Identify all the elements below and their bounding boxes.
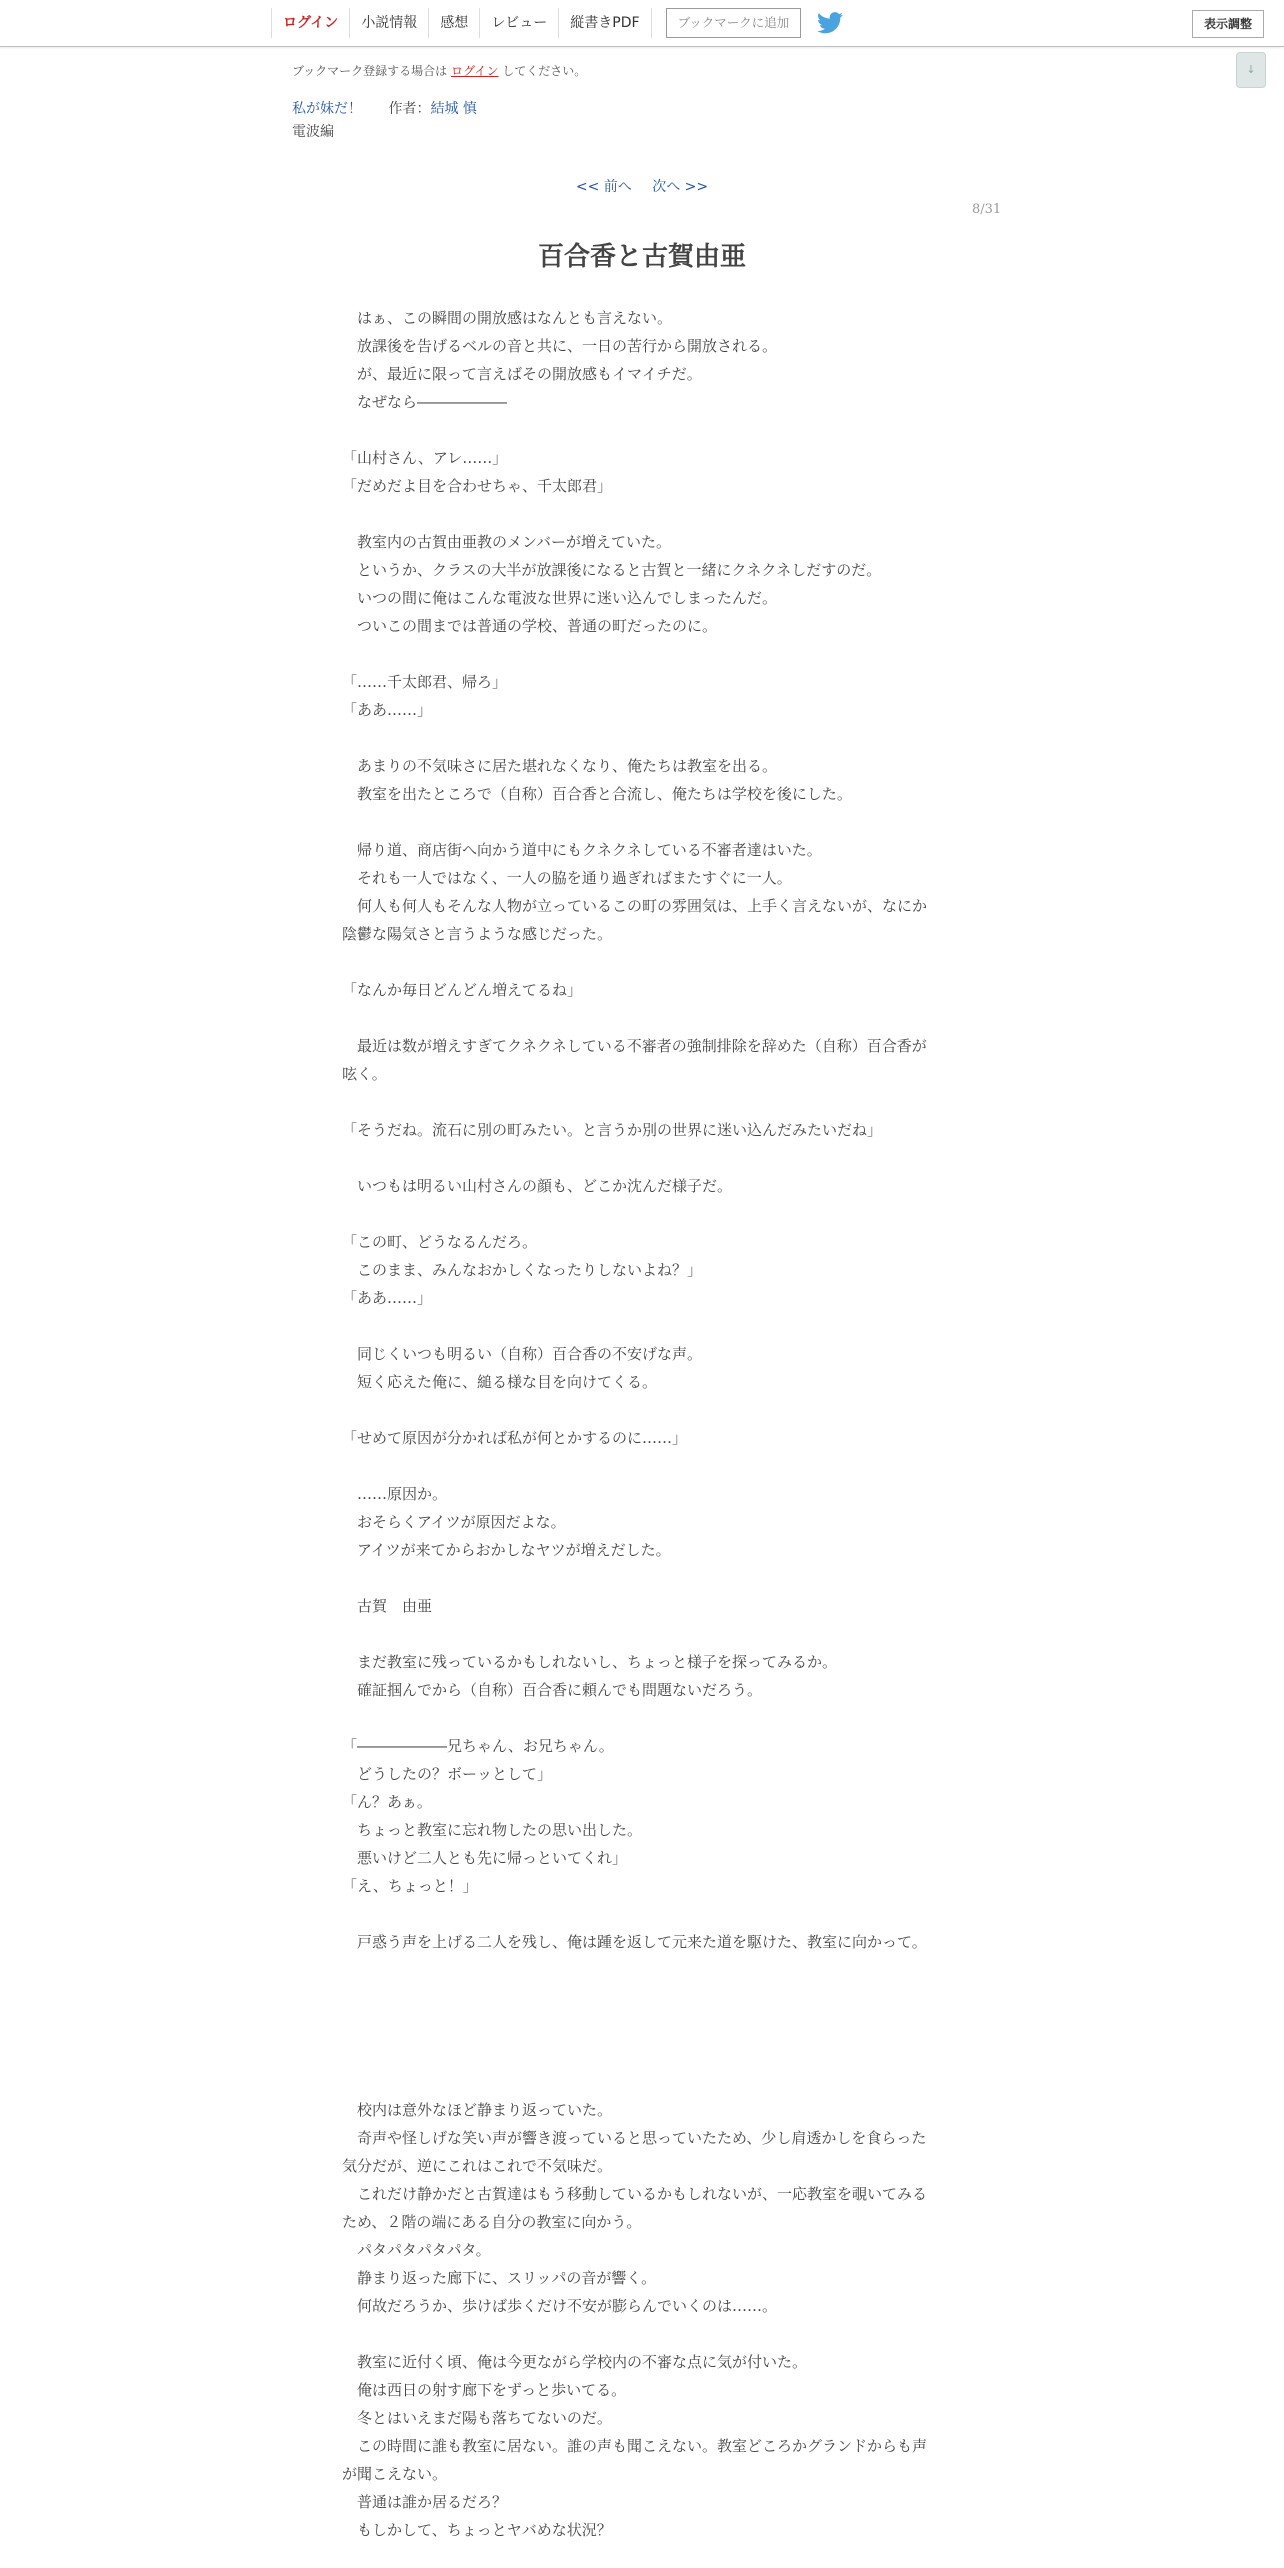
bookmark-notice (292, 62, 586, 79)
body-paragraph: 同じくいつも明るい（自称）百合香の不安げな声。 (342, 1345, 703, 1363)
body-paragraph: この時間に誰も教室に居ない。誰の声も聞こえない。教室どころかグランドからも声が聞こえない。 (342, 2437, 928, 2483)
body-paragraph: 短く応えた俺に、縋る様な目を向けてくる。 (342, 1373, 658, 1391)
novel-body (342, 304, 937, 2544)
body-paragraph: というか、クラスの大半が放課後になると古賀と一緒にクネクネしだすのだ。 (342, 561, 882, 579)
body-paragraph: 校内は意外なほど静まり返っていた。 (342, 2101, 613, 2119)
display-adjust-button[interactable]: 表示調整 (1192, 10, 1264, 38)
blank-line (342, 1984, 937, 2012)
blank-line (342, 2012, 937, 2040)
blank-line (342, 1144, 937, 1172)
body-paragraph: 確証掴んでから（自称）百合香に頼んでも問題ないだろう。 (342, 1681, 763, 1699)
author-link[interactable]: 結城 慎 (430, 101, 477, 117)
body-paragraph: あまりの不気味さに居た堪れなくなり、俺たちは教室を出る。 (342, 757, 778, 775)
nav-impressions-link[interactable]: 感想 (428, 8, 479, 38)
body-paragraph: このまま、みんなおかしくなったりしないよね？」 (342, 1261, 703, 1279)
episode-title: 百合香と古賀由亜 (537, 242, 746, 272)
body-paragraph: ……原因か。 (342, 1485, 448, 1503)
blank-line (342, 1396, 937, 1424)
blank-line (342, 1900, 937, 1928)
body-paragraph: なぜなら―――――― (342, 393, 508, 411)
blank-line (342, 1004, 937, 1032)
body-paragraph: 教室内の古賀由亜教のメンバーが増えていた。 (342, 533, 671, 551)
blank-line (342, 1312, 937, 1340)
blank-line (342, 808, 937, 836)
blank-line (342, 2040, 937, 2068)
body-paragraph: 戸惑う声を上げる二人を残し、俺は踵を返して元来た道を駆けた、教室に向かって。 (342, 1933, 927, 1951)
body-paragraph: 「だめだよ目を合わせちゃ、千太郎君」 (342, 477, 613, 495)
blank-line (342, 416, 937, 444)
blank-line (342, 1200, 937, 1228)
series-info (292, 98, 477, 118)
body-paragraph: 「せめて原因が分かれば私が何とかするのに……」 (342, 1429, 688, 1447)
body-paragraph: 悪いけど二人とも先に帰っといてくれ」 (342, 1849, 628, 1867)
nav-vertical-pdf-link[interactable]: 縦書きPDF (558, 8, 651, 38)
nav-login-link[interactable]: ログイン (271, 8, 349, 38)
blank-line (342, 724, 937, 752)
novel-title-link[interactable]: 私が妹だ！ (292, 101, 362, 117)
body-paragraph: どうしたの？ボーッとして」 (342, 1765, 553, 1783)
body-paragraph: 「え、ちょっと！」 (342, 1877, 478, 1895)
body-paragraph: これだけ静かだと古賀達はもう移動しているかもしれないが、一応教室を覗いてみるため、２階の端にある自分の教室に向かう。 (342, 2185, 928, 2231)
body-paragraph: 静まり返った廊下に、スリッパの音が響く。 (342, 2269, 657, 2287)
notice-suffix: してください。 (502, 64, 587, 78)
body-paragraph: おそらくアイツが原因だよな。 (342, 1513, 566, 1531)
body-paragraph: 俺は西日の射す廊下をずっと歩いてる。 (342, 2381, 627, 2399)
body-paragraph: 帰り道、商店街へ向かう道中にもクネクネしている不審者達はいた。 (342, 841, 822, 859)
body-paragraph: いつの間に俺はこんな電波な世界に迷い込んでしまったんだ。 (342, 589, 778, 607)
blank-line (342, 640, 937, 668)
body-paragraph: いつもは明るい山村さんの顔も、どこか沈んだ様子だ。 (342, 1177, 733, 1195)
twitter-icon[interactable] (817, 12, 843, 34)
body-paragraph: 放課後を告げるベルの音と共に、一日の苦行から開放される。 (342, 337, 778, 355)
prev-page-link[interactable]: << 前へ (575, 179, 632, 195)
notice-login-link[interactable]: ログイン (451, 64, 499, 78)
body-paragraph: 「そうだね。流石に別の町みたい。と言うか別の世界に迷い込んだみたいだね」 (342, 1121, 883, 1139)
body-paragraph: 「ん？あぁ。 (342, 1793, 432, 1811)
blank-line (342, 1704, 937, 1732)
body-paragraph: 「――――――兄ちゃん、お兄ちゃん。 (342, 1737, 614, 1755)
body-paragraph: まだ教室に残っているかもしれないし、ちょっと様子を探ってみるか。 (342, 1653, 838, 1671)
nav-novel-info-link[interactable]: 小説情報 (349, 8, 428, 38)
body-paragraph: 冬とはいえまだ陽も落ちてないのだ。 (342, 2409, 612, 2427)
body-paragraph: 最近は数が増えすぎてクネクネしている不審者の強制排除を辞めた（自称）百合香が呟く。 (342, 1037, 927, 1083)
notice-prefix: ブックマーク登録する場合は (292, 64, 448, 78)
top-navigation-bar (0, 0, 1284, 47)
body-paragraph: パタパタパタパタ。 (342, 2241, 491, 2259)
add-bookmark-button[interactable]: ブックマークに追加 (666, 8, 802, 38)
blank-line (342, 948, 937, 976)
blank-line (342, 1564, 937, 1592)
body-paragraph: 「ああ……」 (342, 701, 433, 719)
body-paragraph: それも一人ではなく、一人の脇を通り過ぎればまたすぐに一人。 (342, 869, 792, 887)
blank-line (342, 500, 937, 528)
body-paragraph: 「この町、どうなるんだろ。 (342, 1233, 538, 1251)
body-paragraph: 「……千太郎君、帰ろ」 (342, 673, 508, 691)
author-label: 作者： (388, 101, 431, 117)
body-paragraph: 何人も何人もそんな人物が立っているこの町の雰囲気は、上手く言えないが、なにか陰鬱な陽気さと言うような感じだった。 (342, 897, 928, 943)
next-page-link[interactable]: 次へ >> (652, 179, 709, 195)
blank-line (342, 2320, 937, 2348)
body-paragraph: もしかして、ちょっとヤバめな状況？ (342, 2521, 612, 2539)
body-paragraph: 「山村さん、アレ……」 (342, 449, 508, 467)
blank-line (342, 2068, 937, 2096)
body-paragraph: 教室を出たところで（自称）百合香と合流し、俺たちは学校を後にした。 (342, 785, 852, 803)
body-paragraph: ついこの間までは普通の学校、普通の町だったのに。 (342, 617, 718, 635)
body-paragraph: ちょっと教室に忘れ物したの思い出した。 (342, 1821, 643, 1839)
blank-line (342, 1620, 937, 1648)
blank-line (342, 1452, 937, 1480)
nav-menu (271, 0, 843, 46)
blank-line (342, 1088, 937, 1116)
body-paragraph: が、最近に限って言えばその開放感もイマイチだ。 (342, 365, 702, 383)
nav-review-link[interactable]: レビュー (479, 8, 558, 38)
pager (0, 176, 1284, 196)
page-number: 8/31 (972, 202, 1002, 217)
chapter-title: 電波編 (292, 124, 334, 140)
body-paragraph: はぁ、この瞬間の開放感はなんとも言えない。 (342, 309, 673, 327)
body-paragraph: 普通は誰か居るだろ？ (342, 2493, 508, 2511)
body-paragraph: 古賀 由亜 (342, 1597, 433, 1615)
body-paragraph: 何故だろうか、歩けば歩くだけ不安が膨らんでいくのは……。 (342, 2297, 778, 2315)
body-paragraph: アイツが来てからおかしなヤツが増えだした。 (342, 1541, 671, 1559)
body-paragraph: 「なんか毎日どんどん増えてるね」 (342, 981, 583, 999)
scroll-down-icon[interactable]: ↓ (1236, 52, 1266, 88)
body-paragraph: 教室に近付く頃、俺は今更ながら学校内の不審な点に気が付いた。 (342, 2353, 808, 2371)
blank-line (342, 1956, 937, 1984)
body-paragraph: 奇声や怪しげな笑い声が響き渡っていると思っていたため、少し肩透かしを食らった気分だが、逆にこれはこれで不気味だ。 (342, 2129, 927, 2175)
body-paragraph: 「ああ……」 (342, 1289, 433, 1307)
